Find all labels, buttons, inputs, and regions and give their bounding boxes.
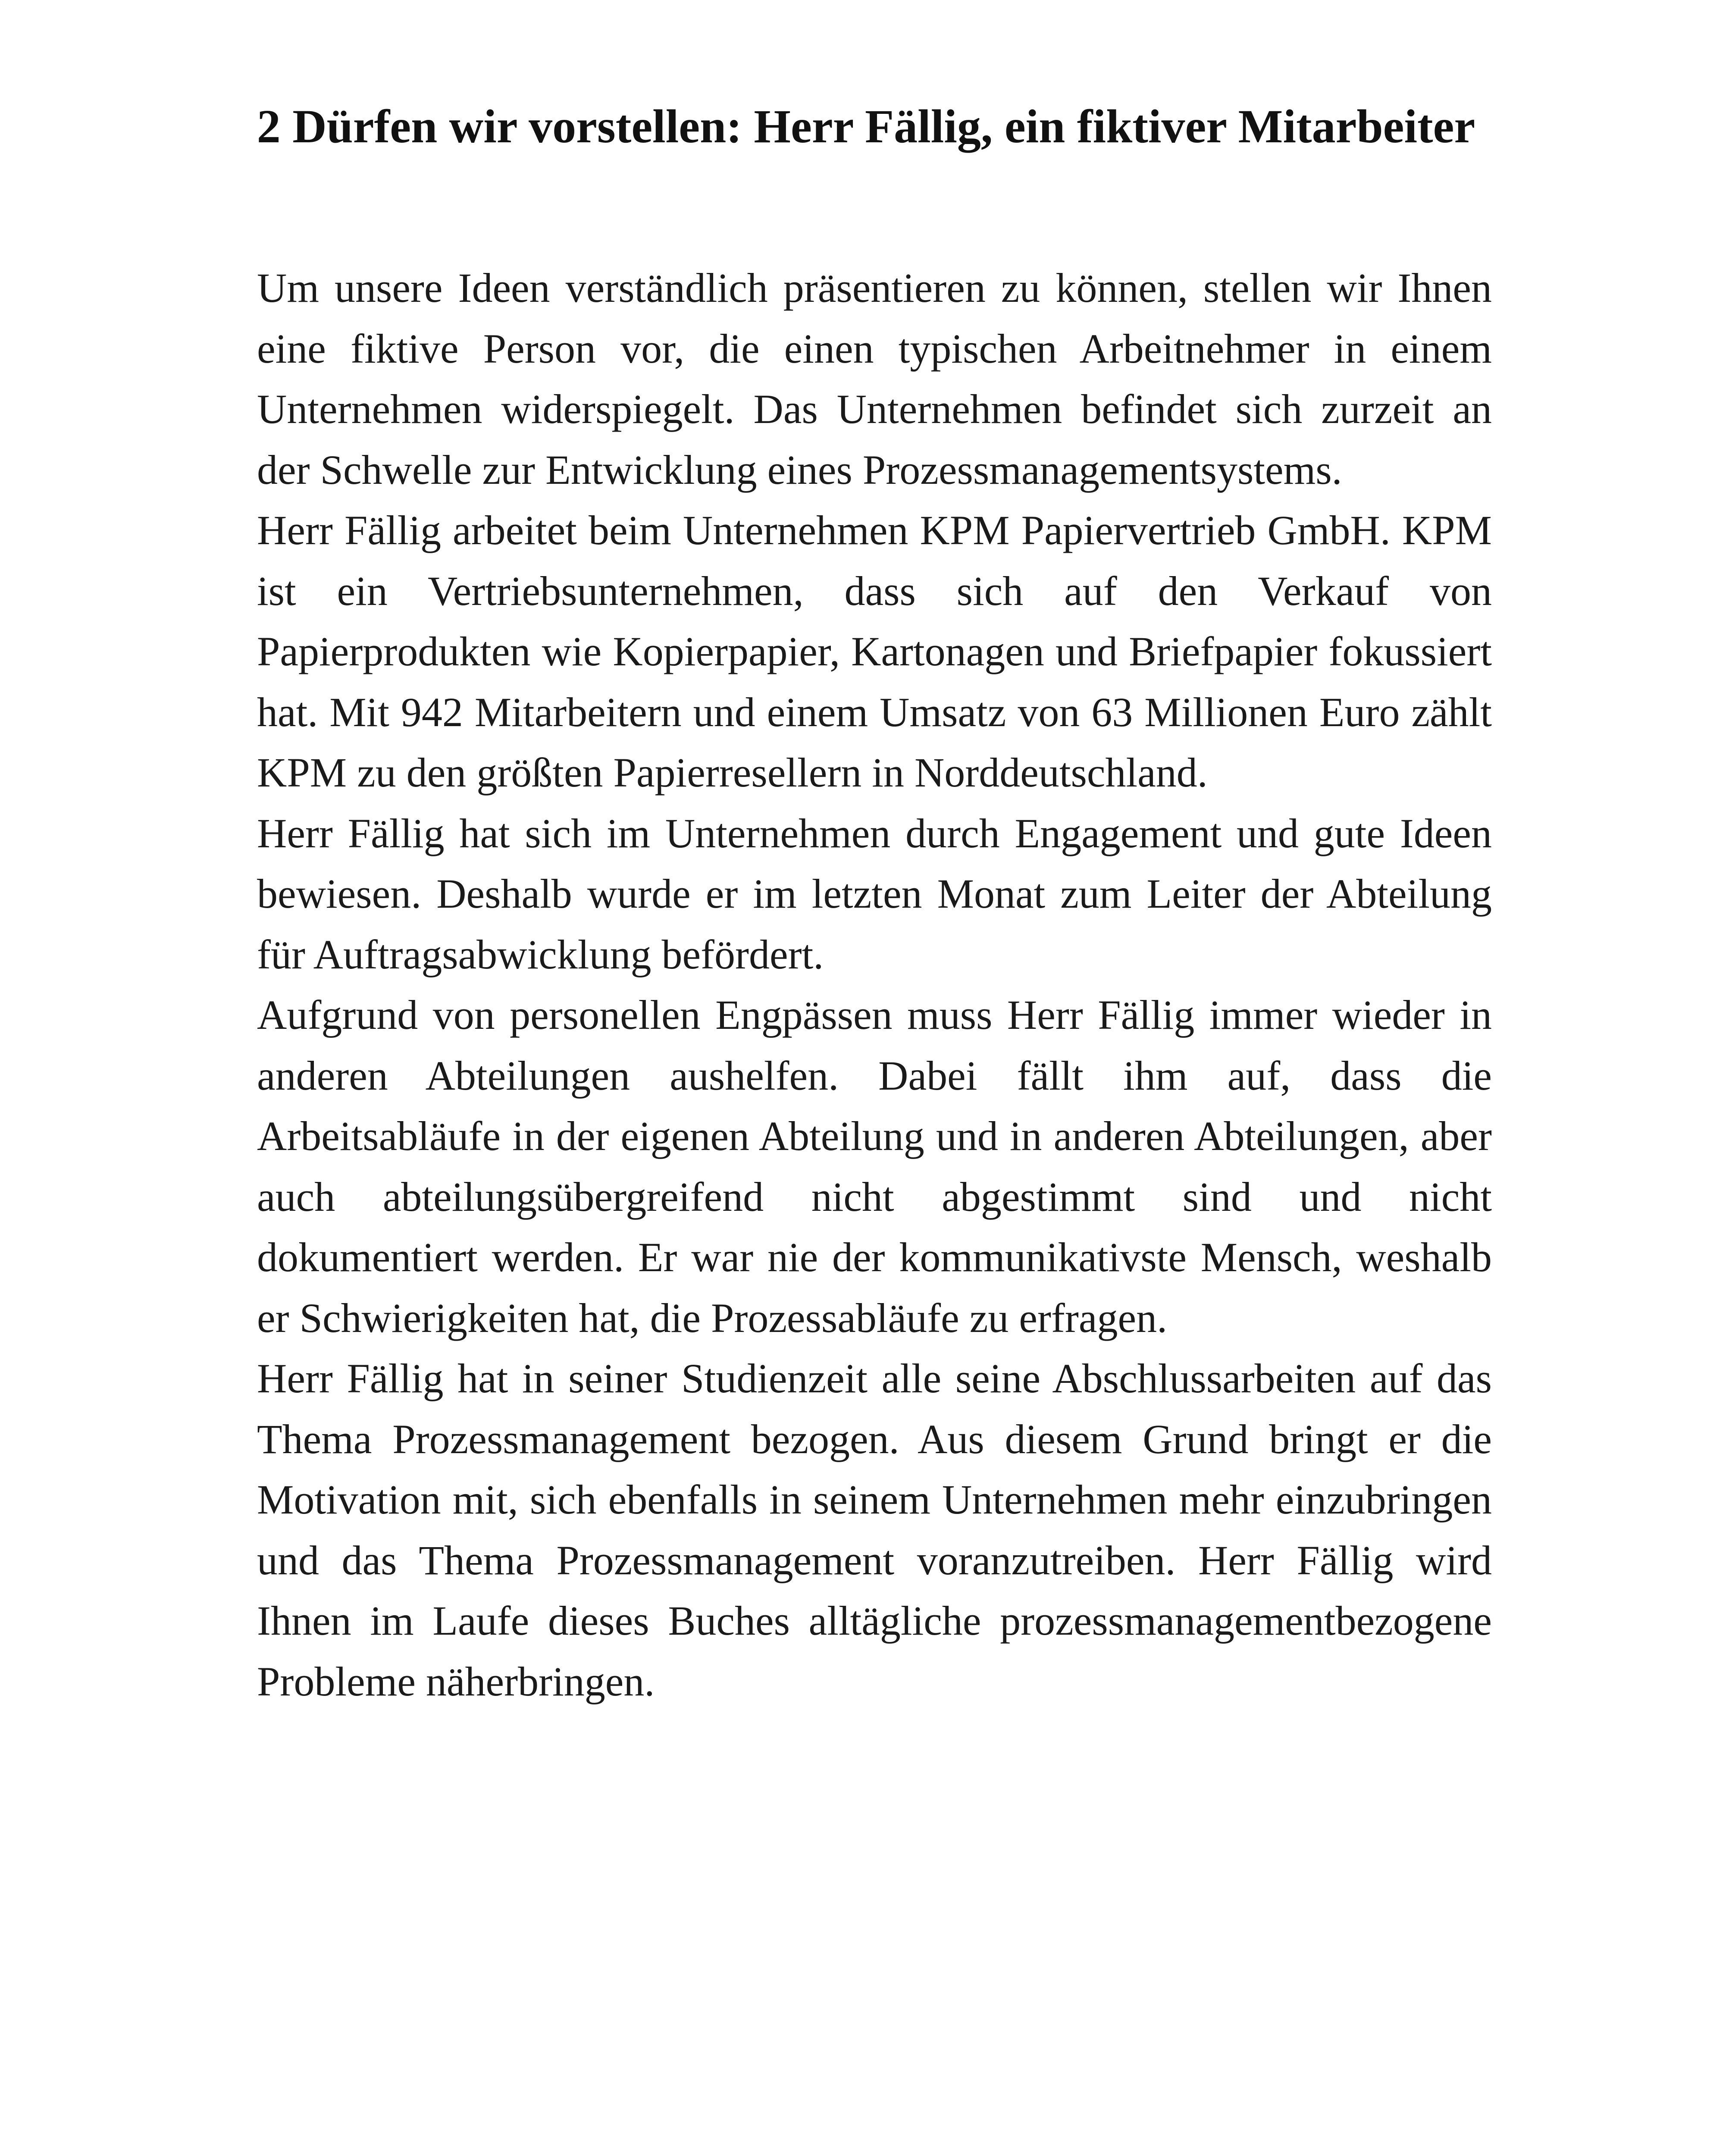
body-text xyxy=(257,258,1492,1712)
paragraph-3: Herr Fällig hat sich im Unternehmen durch Engagement und gute Ideen bewiesen. Deshalb wurde er im letzten Monat zum Leiter der Abteilung für Auftragsabwicklung befördert. xyxy=(257,810,1492,978)
paragraph-2: Herr Fällig arbeitet beim Unternehmen KPM Papiervertrieb GmbH. KPM ist ein Vertriebsunternehmen, dass sich auf den Verkauf von Papierprodukten wie Kopierpapier, Kartonagen und Briefpapier fokussiert hat. Mit 942 Mitarbeitern und einem Umsatz von 63 Millionen Euro zählt KPM zu den größten Papierresellern in Norddeutschland. xyxy=(257,507,1492,796)
paragraph-1: Um unsere Ideen verständlich präsentieren zu können, stellen wir Ihnen eine fiktive Person vor, die einen typischen Arbeitnehmer in einem Unternehmen widerspiegelt. Das Unternehmen befindet sich zurzeit an der Schwelle zur Entwicklung eines Prozessmanagementsystems. xyxy=(257,265,1492,493)
paragraph-5: Herr Fällig hat in seiner Studienzeit alle seine Abschlussarbeiten auf das Thema Prozessmanagement bezogen. Aus diesem Grund bringt er die Motivation mit, sich ebenfalls in seinem Unternehmen mehr einzubringen und das Thema Prozessmanagement voranzutreiben. Herr Fällig wird Ihnen im Laufe dieses Buches alltägliche prozessmanagementbezogene Probleme näherbringen. xyxy=(257,1355,1492,1705)
chapter-heading: 2 Dürfen wir vorstellen: Herr Fällig, ein fiktiver Mitarbeiter xyxy=(257,100,1475,153)
paragraph-4: Aufgrund von personellen Engpässen muss Herr Fällig immer wieder in anderen Abteilungen aushelfen. Dabei fällt ihm auf, dass die Arbeitsabläufe in der eigenen Abteilung und in anderen Abteilungen, aber auch abteilungsübergreifend nicht abgestimmt sind und nicht dokumentiert werden. Er war nie der kommunikativste Mensch, weshalb er Schwierigkeiten hat, die Prozessabläufe zu erfragen. xyxy=(257,992,1492,1341)
